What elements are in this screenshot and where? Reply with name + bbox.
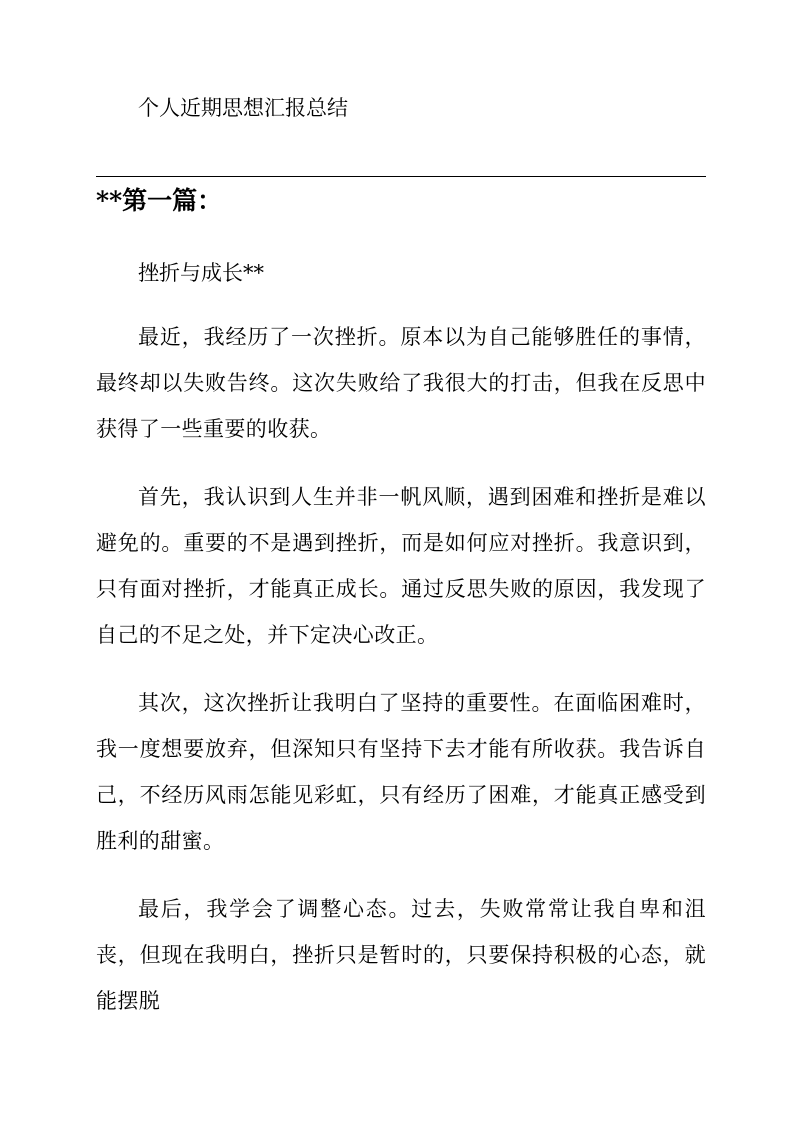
body-paragraph: 最近，我经历了一次挫折。原本以为自己能够胜任的事情，最终却以失败告终。这次失败给了我很大的打击，但我在反思中获得了一些重要的收获。 bbox=[96, 325, 706, 441]
horizontal-divider bbox=[96, 176, 706, 177]
document-title: 个人近期思想汇报总结 bbox=[138, 96, 348, 120]
body-paragraph: 首先，我认识到人生并非一帆风顺，遇到困难和挫折是难以避免的。重要的不是遇到挫折，而是如何应对挫折。我意识到，只有面对挫折，才能真正成长。通过反思失败的原因，我发现了自己的不足之处，并下定决心改正。 bbox=[96, 485, 706, 647]
body-paragraph: 其次，这次挫折让我明白了坚持的重要性。在面临困难时，我一度想要放弃，但深知只有坚持下去才能有所收获。我告诉自己，不经历风雨怎能见彩虹，只有经历了困难，才能真正感受到胜利的甜蜜。 bbox=[96, 691, 706, 853]
section-heading: **第一篇： bbox=[96, 186, 223, 215]
section-subheading: 挫折与成长** bbox=[138, 261, 264, 285]
body-paragraph: 最后，我学会了调整心态。过去，失败常常让我自卑和沮丧，但现在我明白，挫折只是暂时的，只要保持积极的心态，就能摆脱 bbox=[96, 897, 706, 1013]
